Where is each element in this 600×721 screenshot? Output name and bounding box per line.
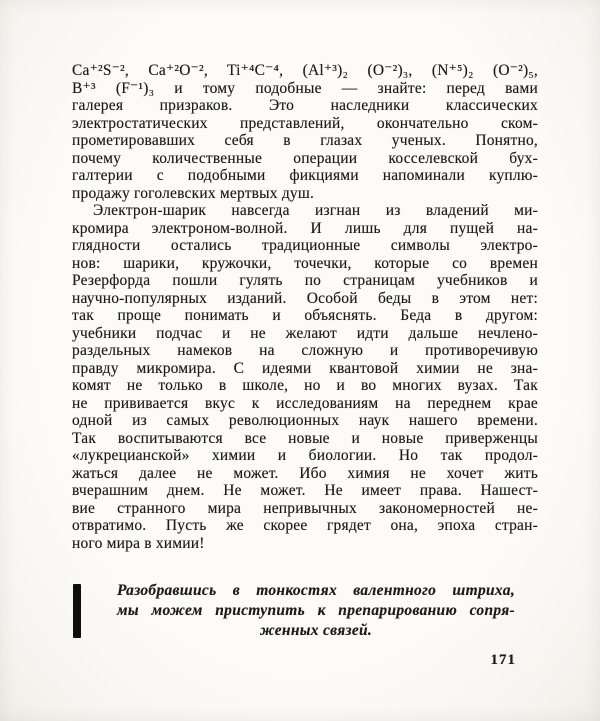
text-line: отвратимо. Пусть же скорее грядет она, эпоха стран- (72, 517, 538, 534)
text-line: Так воспитываются все новые и новые приверженцы (72, 429, 538, 447)
text-line: вчерашним днем. Не может. Не имеет права. Нашест- (72, 482, 538, 499)
text-line: прометировавших себя в глазах ученых. Понятно, (72, 132, 538, 149)
text-line: правду микромира. С идеями квантовой химии не зна- (72, 359, 538, 377)
quote-marker-bar (73, 584, 81, 638)
text-line: вие странного мира непривычных закономерностей не- (72, 499, 538, 517)
text-line: «лукрецианской» химии и биологии. Но так продол- (72, 447, 538, 464)
page-number: 171 (490, 652, 516, 669)
text-line: одной из самых революционных наук нашего времени. (72, 412, 538, 429)
paragraph-formulas (72, 62, 538, 202)
text-line: B⁺³ (F⁻¹)₃ и тому подобные — знайте: перед вами (72, 79, 538, 97)
text-line: почему количественные операции косселевской бух- (72, 149, 538, 167)
text-line: научно-популярных изданий. Особой беды в этом нет: (72, 289, 538, 307)
text-line: комят не только в школе, но и во многих вузах. Так (72, 377, 538, 394)
text-line: галерея призраков. Это наследники классических (72, 97, 538, 114)
text-line: раздельных намеков на сложную и противоречивую (72, 342, 538, 359)
text-line: нов: шарики, кружочки, точечки, которые со времен (72, 254, 538, 272)
text-line: учебники подчас и не желают идти дальше нечлено- (72, 324, 538, 342)
quote-line: женных связей. (259, 621, 373, 639)
quote-text (117, 581, 515, 640)
quote-line: Разобравшись в тонкостях валентного штриха, (117, 582, 515, 599)
text-line: жаться далее не может. Ибо химия не хочет жить (72, 464, 538, 482)
paragraph-electron (72, 202, 538, 552)
text-line: электростатических представлений, окончательно ском- (72, 114, 538, 132)
quote-line: мы можем приступить к препарированию сопря- (117, 601, 515, 619)
text-line: не прививается вкус к исследованиям на переднем крае (72, 394, 538, 412)
text-line: продажу гоголевских мертвых душ. (72, 184, 315, 202)
text-line: ного мира в химии! (72, 534, 205, 552)
text-line: так проще понимать и объяснять. Беда в другом: (72, 307, 538, 324)
page-text-block (72, 62, 538, 669)
text-line: Ca⁺²S⁻², Ca⁺²O⁻², Ti⁺⁴C⁻⁴, (Al⁺³)₂ (O⁻²)₃, (N⁺⁵)₂ (O⁻²)₅, (72, 62, 538, 79)
text-line: кромира электроном-волной. И лишь для пущей на- (72, 219, 538, 237)
text-line: Электрон-шарик навсегда изгнан из владений ми- (93, 202, 538, 219)
text-line: галтерии с подобными фикциями напоминали куплю- (72, 167, 538, 184)
quote-block (72, 581, 538, 640)
text-line: Резерфорда пошли гулять по страницам учебников и (72, 272, 538, 289)
text-line: глядности остались традиционные символы электро- (72, 237, 538, 254)
